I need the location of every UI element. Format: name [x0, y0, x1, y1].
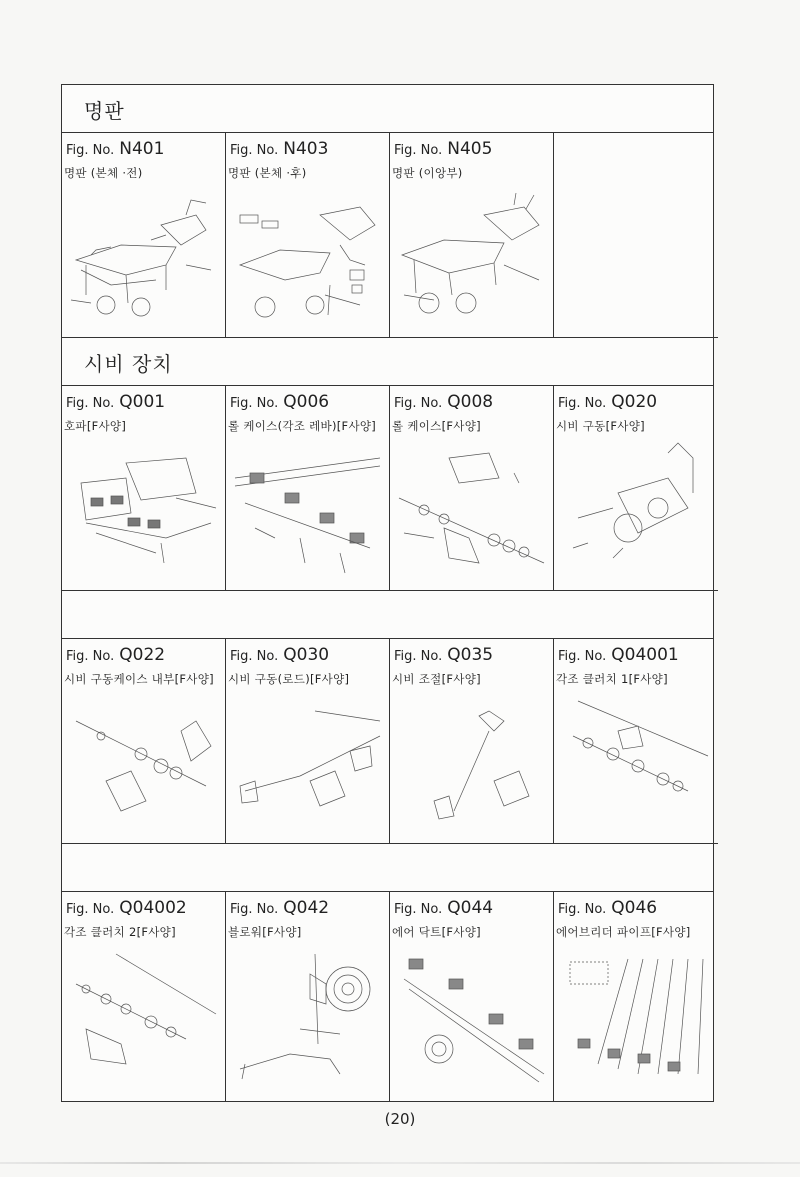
machine-rear-icon: [230, 185, 384, 330]
figure-cell-q04001[interactable]: [554, 639, 718, 844]
fig-title: 에어브리더 파이프[F사양]: [556, 925, 691, 939]
fig-code[interactable]: Q030: [283, 645, 330, 665]
fig-title: 명판 (이앙부): [392, 166, 463, 180]
figure-cell-q001[interactable]: [62, 386, 226, 591]
fig-label: Fig. No.: [230, 396, 279, 411]
figure-cell-q020[interactable]: [554, 386, 718, 591]
figure-cell-q035[interactable]: [390, 639, 554, 844]
fig-title: 블로워[F사양]: [228, 925, 302, 939]
fig-code[interactable]: Q044: [447, 898, 494, 918]
fig-code[interactable]: Q006: [283, 392, 330, 412]
fig-label: Fig. No.: [66, 902, 115, 917]
row-clutch-1-icon: [558, 691, 712, 836]
figure-cell-q04002[interactable]: [62, 892, 226, 1101]
fig-code[interactable]: N403: [283, 139, 329, 159]
figure-cell-q022[interactable]: [62, 639, 226, 844]
fig-title: 롤 케이스[F사양]: [392, 419, 481, 433]
fig-label: Fig. No.: [394, 649, 443, 664]
fig-code[interactable]: N405: [447, 139, 493, 159]
figure-cell-n405[interactable]: [390, 133, 554, 338]
fig-title: 각조 클러치 1[F사양]: [556, 672, 668, 686]
drive-rod-icon: [230, 691, 384, 836]
adjustment-icon: [394, 691, 548, 836]
fig-label: Fig. No.: [558, 649, 607, 664]
fig-code[interactable]: Q022: [119, 645, 166, 665]
figure-cell-q046[interactable]: [554, 892, 718, 1101]
fig-code[interactable]: Q04002: [119, 898, 187, 918]
figure-cell-q042[interactable]: [226, 892, 390, 1101]
figure-cell-q008[interactable]: [390, 386, 554, 591]
fig-title: 호파[F사양]: [64, 419, 127, 433]
figure-cell-q030[interactable]: [226, 639, 390, 844]
fig-label: Fig. No.: [558, 902, 607, 917]
catalog-sheet: [61, 84, 714, 1102]
fig-title: 명판 (본체 ·후): [228, 166, 307, 180]
row-clutch-2-icon: [66, 944, 220, 1089]
roll-case-icon: [394, 438, 548, 583]
fig-title: 시비 구동[F사양]: [556, 419, 645, 433]
section-title: 명판: [84, 99, 125, 123]
figure-cell-n401[interactable]: [62, 133, 226, 338]
roll-case-lever-icon: [230, 438, 384, 583]
hopper-icon: [66, 438, 220, 583]
page-number: (20): [384, 1110, 416, 1128]
section-title: 시비 장치: [84, 352, 173, 376]
section-header-fertilizer: [62, 338, 713, 386]
planter-unit-icon: [394, 185, 548, 330]
machine-front-icon: [66, 185, 220, 330]
fig-title: 시비 구동(로드)[F사양]: [228, 672, 350, 686]
fig-code[interactable]: Q04001: [611, 645, 679, 665]
fig-title: 롤 케이스(각조 레바)[F사양]: [228, 419, 377, 433]
air-duct-icon: [394, 944, 548, 1089]
fig-code[interactable]: Q020: [611, 392, 658, 412]
fig-label: Fig. No.: [230, 902, 279, 917]
fig-label: Fig. No.: [66, 396, 115, 411]
scan-artifact-line: [0, 1162, 800, 1164]
fig-code[interactable]: Q035: [447, 645, 494, 665]
fig-code[interactable]: Q001: [119, 392, 166, 412]
blank-band: [62, 591, 713, 639]
fig-code[interactable]: Q042: [283, 898, 330, 918]
figure-cell-n403[interactable]: [226, 133, 390, 338]
fig-label: Fig. No.: [558, 396, 607, 411]
fig-label: Fig. No.: [394, 143, 443, 158]
section-header-nameplate: [62, 85, 713, 133]
empty-cell: [554, 133, 718, 338]
fig-title: 각조 클러치 2[F사양]: [64, 925, 176, 939]
fig-code[interactable]: Q046: [611, 898, 658, 918]
air-breather-pipe-icon: [558, 944, 712, 1089]
fig-label: Fig. No.: [230, 143, 279, 158]
fig-label: Fig. No.: [66, 143, 115, 158]
fig-title: 시비 조절[F사양]: [392, 672, 481, 686]
figure-cell-q006[interactable]: [226, 386, 390, 591]
fig-label: Fig. No.: [230, 649, 279, 664]
fig-title: 에어 닥트[F사양]: [392, 925, 481, 939]
fig-code[interactable]: Q008: [447, 392, 494, 412]
blower-icon: [230, 944, 384, 1089]
fig-label: Fig. No.: [394, 396, 443, 411]
drive-case-internal-icon: [66, 691, 220, 836]
figure-cell-q044[interactable]: [390, 892, 554, 1101]
fig-title: 시비 구동케이스 내부[F사양]: [64, 672, 214, 686]
fig-title: 명판 (본체 ·전): [64, 166, 143, 180]
fig-label: Fig. No.: [394, 902, 443, 917]
fertilizer-drive-icon: [558, 438, 712, 583]
fig-label: Fig. No.: [66, 649, 115, 664]
blank-band: [62, 844, 713, 892]
fig-code[interactable]: N401: [119, 139, 165, 159]
